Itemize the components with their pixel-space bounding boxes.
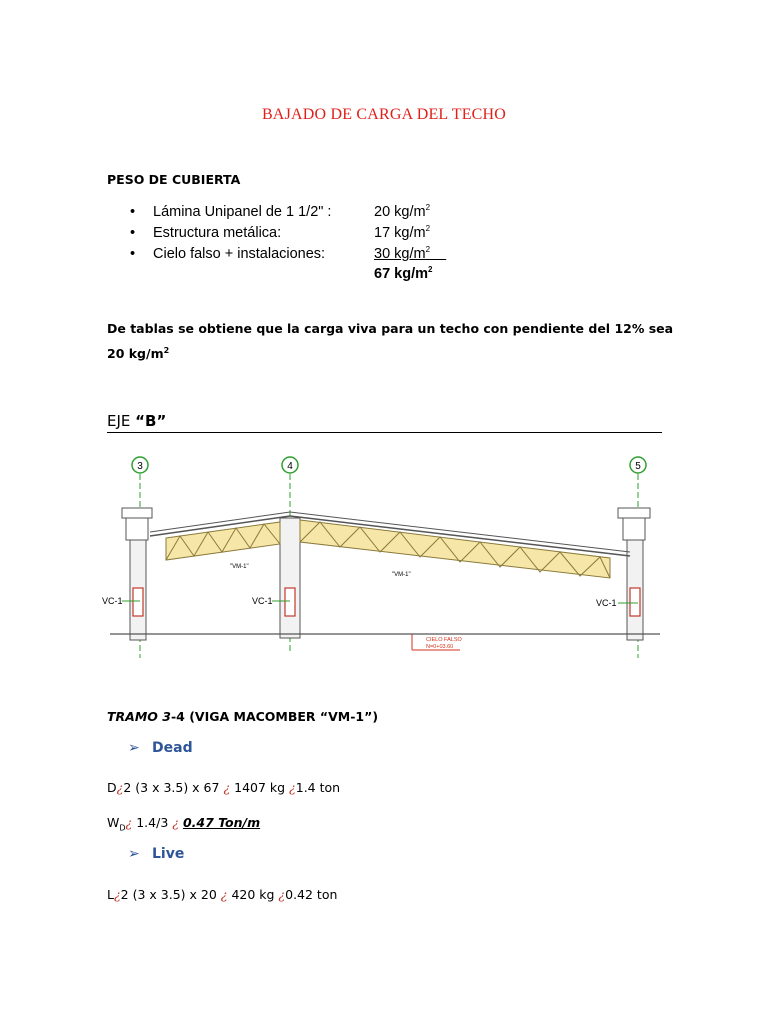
column-label: VC-1 (252, 596, 273, 606)
item-label: Lámina Unipanel de 1 1/2" : (153, 204, 332, 220)
dead-calc: D¿2 (3 x 3.5) x 67 ¿ 1407 kg ¿1.4 ton (107, 780, 341, 795)
total-value: 67 $kg/m^2$ (374, 265, 433, 282)
live-load-note: De tablas se obtiene que la carga viva para un techo con pendiente del 12% sea (107, 321, 674, 336)
item-value: 20 $kg/m^2$ (374, 203, 431, 220)
item-label: Estructura metálica: (153, 225, 282, 241)
item-label: Cielo falso + instalaciones: (153, 246, 326, 262)
roof-section-drawing (100, 448, 670, 663)
live-heading: ➢ Live (128, 846, 185, 862)
axis-title: EJE “B” (107, 412, 167, 430)
item-value: 30 $kg/m^2$ (374, 245, 431, 262)
arrow-icon: ➢ (128, 740, 140, 756)
svg-text:4: 4 (287, 461, 293, 472)
bullet-icon: • (130, 225, 136, 241)
dead-heading: ➢ Dead (128, 740, 193, 756)
item-value: 17 $kg/m^2$ (374, 224, 431, 241)
column-left (122, 508, 152, 640)
axis-marker-3 (132, 457, 148, 473)
truss-right (300, 520, 610, 578)
column-middle (280, 518, 300, 638)
axis-marker-5 (630, 457, 646, 473)
divider (107, 432, 662, 433)
bullet-icon: • (130, 204, 136, 220)
page-title: BAJADO DE CARGA DEL TECHO (261, 106, 507, 123)
section-heading: PESO DE CUBIERTA (107, 172, 241, 187)
column-label: VC-1 (102, 596, 123, 606)
live-calc: L¿2 (3 x 3.5) x 20 ¿ 420 kg ¿0.42 ton (107, 887, 338, 902)
bullet-icon: • (130, 246, 136, 262)
dead-distributed-calc: $W_D¿$ 1.4/3 ¿ 0.47 Ton/m (107, 815, 261, 833)
ceiling-note: CIELO FALSO (426, 637, 462, 643)
ceiling-level: N=0+03.60 (426, 644, 454, 650)
arrow-icon: ➢ (128, 846, 140, 862)
svg-text:3: 3 (137, 461, 143, 472)
column-label: VC-1 (596, 598, 617, 608)
svg-text:5: 5 (635, 461, 641, 472)
span-title: TRAMO 3-4 (VIGA MACOMBER “VM-1”) (107, 709, 379, 724)
axis-marker-4 (282, 457, 298, 473)
column-right (618, 508, 650, 640)
beam-label: "VM-1" (392, 572, 411, 578)
live-load-value: 20 $kg/m^2$ (107, 345, 170, 361)
beam-label: "VM-1" (230, 564, 249, 570)
